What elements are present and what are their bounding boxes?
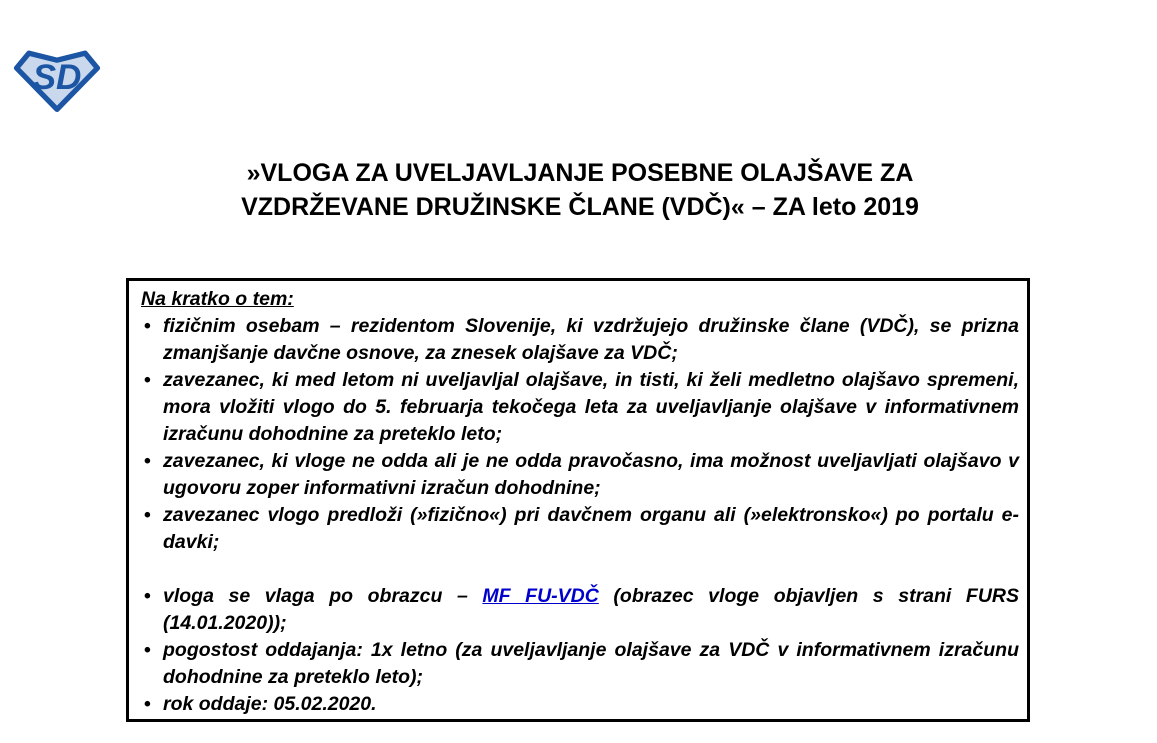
- link-bullet-pre-text: vloga se vlaga po obrazcu –: [163, 585, 483, 607]
- bullet-dot-icon: •: [144, 585, 151, 607]
- bullet-list-top: [141, 313, 1019, 556]
- bullet-item: [141, 367, 1019, 448]
- summary-heading: Na kratko o tem:: [141, 288, 294, 310]
- bullet-dot-icon: •: [144, 639, 151, 661]
- bullet-text: zavezanec vlogo predloži (»fizično«) pri davčnem organu ali (»elektronsko«) po portalu e-davki;: [163, 504, 1019, 553]
- bullet-dot-icon: •: [144, 450, 151, 472]
- link-bullet-post-text: (obrazec vloge objavljen s strani FURS (14.01.2020));: [163, 585, 1020, 634]
- logo-letters: SD: [32, 58, 82, 98]
- title-line-1: »VLOGA ZA UVELJAVLJANJE POSEBNE OLAJŠAVE ZA: [246, 159, 914, 187]
- bullet-item-with-link: [141, 583, 1019, 637]
- document-title: [128, 156, 1032, 224]
- mf-fu-vdc-link[interactable]: MF FU-VDČ: [482, 585, 599, 607]
- bullet-item: [141, 502, 1019, 556]
- bullet-dot-icon: •: [144, 504, 151, 526]
- bullet-item: [141, 691, 1019, 718]
- sd-logo-icon: [13, 47, 101, 112]
- bullet-list-bottom: [141, 583, 1019, 718]
- bullet-dot-icon: •: [144, 693, 151, 715]
- bullet-text: fizičnim osebam – rezidentom Slovenije, ki vzdržujejo družinske člane (VDČ), se prizna zmanjšanje davčne osnove, za znesek olajšave za VDČ;: [163, 315, 1019, 364]
- bullet-text: rok oddaje: 05.02.2020.: [163, 693, 377, 715]
- bullet-text: zavezanec, ki vloge ne odda ali je ne odda pravočasno, ima možnost uveljavljati olajšavo v ugovoru zoper informativni izračun dohodnine;: [163, 450, 1019, 499]
- title-line-2: VZDRŽEVANE DRUŽINSKE ČLANE (VDČ)« – ZA leto 2019: [241, 193, 919, 221]
- bullet-text: pogostost oddajanja: 1x letno (za uveljavljanje olajšave za VDČ v informativnem izračunu dohodnine za preteklo leto);: [163, 639, 1019, 688]
- summary-box: [126, 278, 1030, 722]
- bullet-item: [141, 637, 1019, 691]
- bullet-text: zavezanec, ki med letom ni uveljavljal olajšave, in tisti, ki želi medletno olajšavo spremeni, mora vložiti vlogo do 5. februarja tekočega leta za uveljavljanje olajšave v informativnem izračunu dohodnine za preteklo leto;: [163, 369, 1019, 445]
- bullet-dot-icon: •: [144, 315, 151, 337]
- bullet-item: [141, 313, 1019, 367]
- bullet-dot-icon: •: [144, 369, 151, 391]
- bullet-text: [163, 585, 1019, 634]
- bullet-item: [141, 448, 1019, 502]
